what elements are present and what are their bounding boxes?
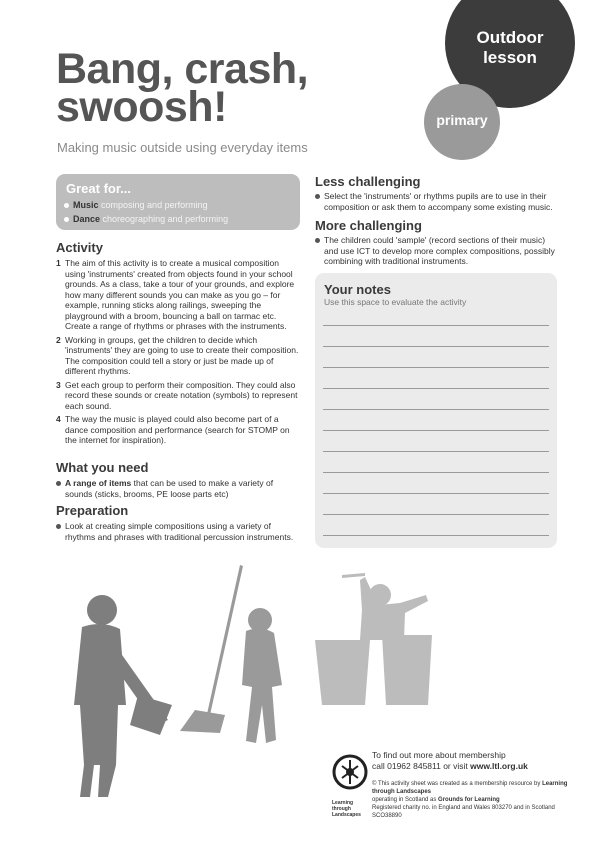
child-sweeping-silhouette — [180, 565, 282, 743]
note-line[interactable] — [323, 409, 549, 410]
note-line[interactable] — [323, 493, 549, 494]
less-challenging-section — [315, 174, 560, 215]
item-text: The children could 'sample' (record sections of their music) and use ICT to develop more complex compositions, possibly combining with traditional instruments. — [324, 235, 555, 266]
website-link[interactable]: www.ltl.org.uk — [470, 761, 528, 771]
bullet-icon — [315, 194, 320, 199]
primary-badge — [424, 84, 500, 160]
great-for-box — [56, 174, 300, 230]
bullet-icon — [315, 238, 320, 243]
activity-steps — [56, 258, 301, 446]
copyright-line — [372, 780, 582, 796]
children-silhouettes-illustration — [60, 565, 450, 810]
what-you-need-list — [56, 478, 301, 499]
step-number: 3 — [56, 379, 61, 390]
list-item — [56, 414, 301, 446]
copyright-text: © This activity sheet was created as a membership resource by — [372, 781, 543, 787]
bullet-icon — [64, 217, 69, 222]
item-text: Select the 'instruments' or rhythms pupils are to use in their composition or ask them to accompany some existing music. — [324, 191, 553, 212]
step-text: Get each group to perform their composition. They could also record these sounds or create notation (symbols) to represent each sound. — [65, 379, 298, 411]
membership-line: To find out more about membership — [372, 750, 506, 760]
outdoor-lesson-label: Outdoor lesson — [476, 28, 544, 67]
activity-section — [56, 240, 301, 449]
step-text: The way the music is played could also become part of a dance composition and performance (search for STOMP on the internet for inspiration). — [65, 414, 290, 445]
list-item — [56, 258, 301, 332]
note-line[interactable] — [323, 472, 549, 473]
child-with-broom-silhouette — [74, 595, 172, 797]
more-challenging-section — [315, 218, 560, 270]
activity-heading: Activity — [56, 240, 103, 255]
what-you-need-section — [56, 460, 301, 502]
note-line[interactable] — [323, 514, 549, 515]
list-item — [64, 212, 228, 226]
item-bold: A range of items — [65, 478, 132, 488]
list-item — [315, 235, 560, 267]
bullet-icon — [64, 203, 69, 208]
org-name: Learning through Landscapes — [372, 781, 568, 795]
less-challenging-heading: Less challenging — [315, 174, 421, 189]
note-line[interactable] — [323, 325, 549, 326]
note-line[interactable] — [323, 367, 549, 368]
bullet-icon — [56, 481, 61, 486]
note-line[interactable] — [323, 346, 549, 347]
item-text: that can be used to make a variety of sounds (sticks, brooms, PE loose parts etc) — [65, 478, 274, 499]
more-challenging-heading: More challenging — [315, 218, 422, 233]
item-subject: Dance — [73, 214, 101, 224]
contact-line — [372, 761, 572, 772]
scotland-org: Grounds for Learning — [438, 797, 500, 803]
what-you-need-heading: What you need — [56, 460, 149, 475]
preparation-section — [56, 503, 301, 545]
note-line[interactable] — [323, 430, 549, 431]
note-line[interactable] — [323, 451, 549, 452]
child-drumming-bins-silhouette — [315, 573, 432, 705]
item-text: Look at creating simple compositions using a variety of rhythms and phrases with traditional percussion instruments. — [65, 521, 294, 542]
note-line[interactable] — [323, 535, 549, 536]
bullet-icon — [56, 524, 61, 529]
item-subject: Music — [73, 200, 99, 210]
preparation-heading: Preparation — [56, 503, 129, 518]
great-for-heading: Great for... — [66, 181, 132, 196]
membership-info — [372, 750, 572, 772]
item-detail: choreographing and performing — [102, 214, 229, 224]
step-number: 2 — [56, 334, 61, 345]
copyright-info — [372, 780, 582, 820]
great-for-list — [64, 198, 228, 226]
page-title: Bang, crash, swoosh! — [56, 45, 309, 131]
contact-text: call 01962 845811 or visit — [372, 761, 471, 771]
list-item — [56, 335, 301, 377]
step-text: The aim of this activity is to create a musical composition using 'instruments' created from objects found in your school grounds. As a class, take a tour of your grounds, and explore how many different sounds you can make as you go – for example, running sticks along railings, sweeping the playground with a broom, bouncing a ball on tarmac etc. Create a range of rhythms or phrases with the instruments. — [65, 258, 295, 331]
scotland-line — [372, 796, 582, 804]
notes-heading: Your notes — [324, 282, 391, 297]
list-item — [315, 191, 560, 212]
ltl-logo-icon — [330, 752, 370, 796]
step-number: 4 — [56, 414, 61, 424]
list-item — [64, 198, 228, 212]
note-line[interactable] — [323, 388, 549, 389]
item-detail: composing and performing — [101, 200, 208, 210]
page-subtitle: Making music outside using everyday items — [57, 140, 308, 155]
more-challenging-list — [315, 235, 560, 267]
notes-box — [315, 273, 557, 548]
logo-text: Learning through Landscapes — [332, 800, 361, 818]
charity-line: Registered charity no. in England and Wales 803270 and in Scotland SCO38890 — [372, 805, 555, 819]
list-item — [56, 521, 301, 542]
list-item — [56, 380, 301, 412]
notes-hint: Use this space to evaluate the activity — [324, 297, 467, 307]
less-challenging-list — [315, 191, 560, 212]
primary-label: primary — [436, 112, 488, 128]
list-item — [56, 478, 301, 499]
preparation-list — [56, 521, 301, 542]
step-text: Working in groups, get the children to decide which 'instruments' they are going to use to create their composition. The composition could tell a story or just be made up of different rhythms. — [65, 334, 299, 376]
step-number: 1 — [56, 258, 61, 268]
scotland-text: operating in Scotland as — [372, 797, 439, 803]
